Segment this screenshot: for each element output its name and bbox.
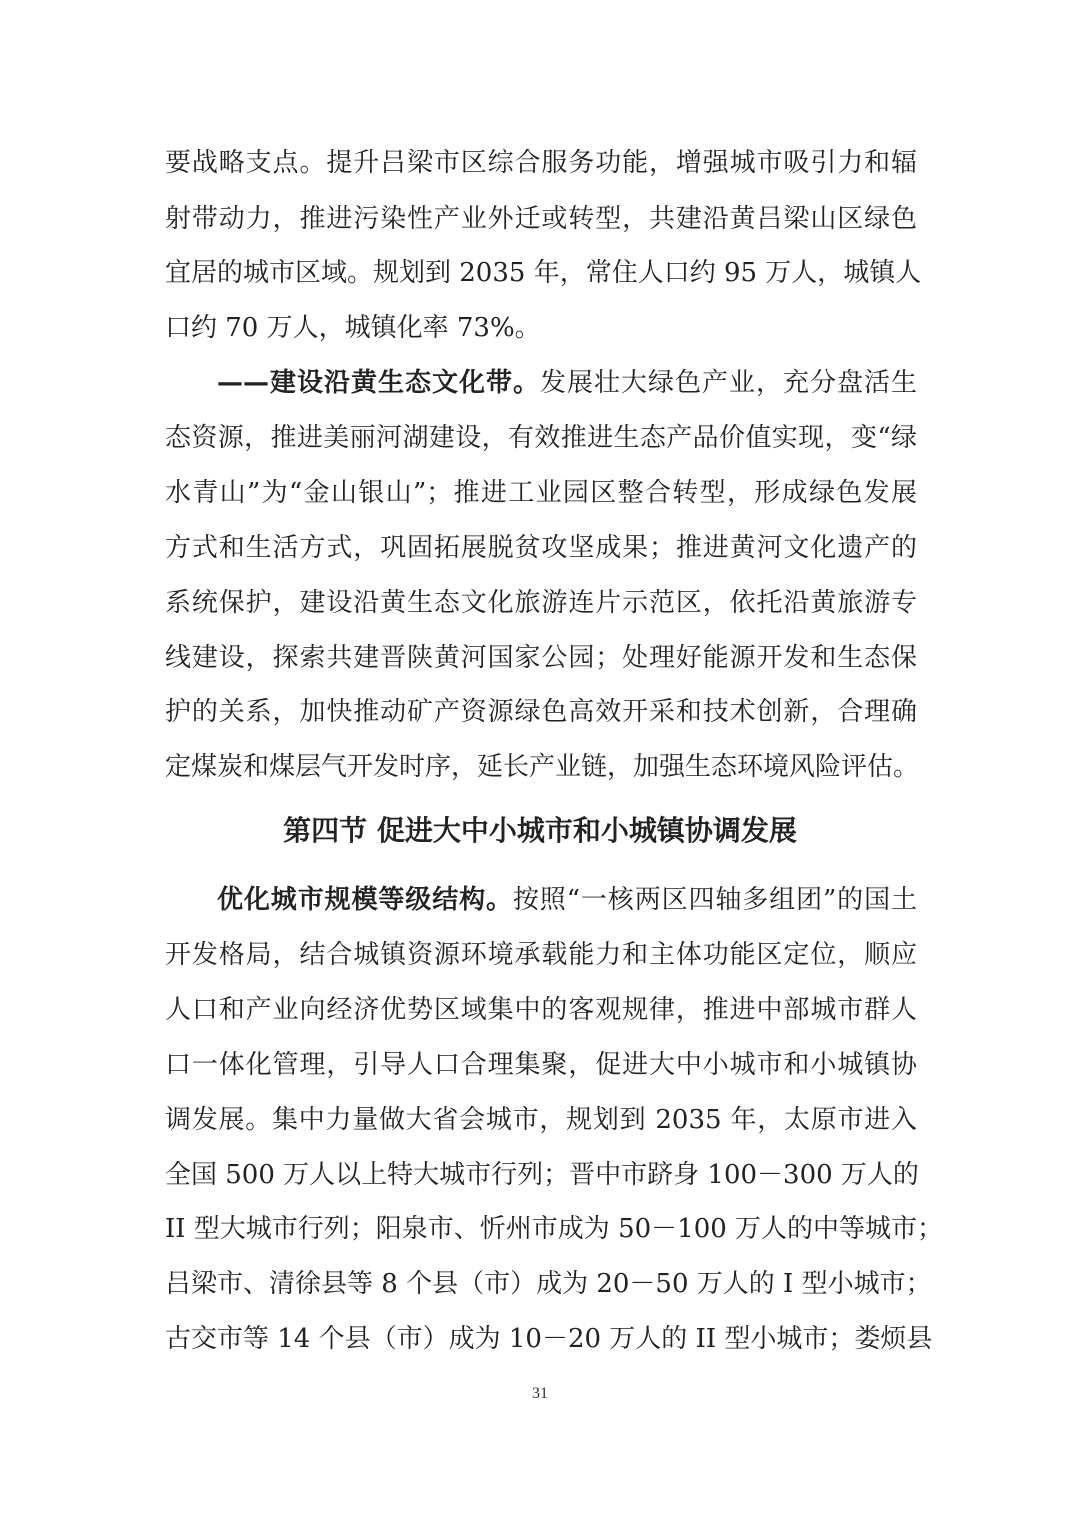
paragraph3-line-7: II 型大城市行列；阳泉市、忻州市成为 50－100 万人的中等城市； [165,1214,944,1244]
paragraph2-line-7: 护的关系，加快推动矿产资源绿色高效开采和技术创新，合理确 [165,697,917,727]
paragraph3-line-2: 开发格局，结合城镇资源环境承载能力和主体功能区定位，顺应 [165,940,917,970]
paragraph2-line-3: 水青山”为“金山银山”；推进工业园区整合转型，形成绿色发展 [165,478,917,508]
paragraph3-line-6: 全国 500 万人以上特大城市行列；晋中市跻身 100－300 万人的 [165,1160,919,1190]
paragraph2-line-5: 系统保护，建设沿黄生态文化旅游连片示范区，依托沿黄旅游专 [165,588,917,618]
paragraph2-line-1 [217,363,917,403]
section-heading: 第四节 促进大中小城市和小城镇协调发展 [283,814,797,847]
paragraph3-first-line-text: 按照“一核两区四轴多组团”的国土 [512,885,917,915]
paragraph2-lead-heading: ——建设沿黄生态文化带。 [217,368,540,398]
paragraph3-line-4: 口一体化管理，引导人口合理集聚，促进大中小城市和小城镇协 [165,1050,917,1080]
paragraph3-line-5: 调发展。集中力量做大省会城市，规划到 2035 年，太原市进入 [165,1105,917,1135]
paragraph2-line-2: 态资源，推进美丽河湖建设，有效推进生态产品价值实现，变“绿 [165,423,917,453]
paragraph1-line-1: 要战略支点。提升吕梁市区综合服务功能，增强城市吸引力和辐 [165,148,917,178]
paragraph3-line-3: 人口和产业向经济优势区域集中的客观规律，推进中部城市群人 [165,995,917,1025]
paragraph2-line-8: 定煤炭和煤层气开发时序，延长产业链，加强生态环境风险评估。 [165,752,920,782]
paragraph1-line-2: 射带动力，推进污染性产业外迁或转型，共建沿黄吕梁山区绿色 [165,204,917,234]
page-number: 31 [532,1385,548,1402]
paragraph3-lead-heading: 优化城市规模等级结构。 [217,885,513,915]
paragraph3-line-1 [217,880,917,920]
paragraph2-first-line-text: 发展壮大绿色产业，充分盘活生 [540,368,917,398]
paragraph3-line-9: 古交市等 14 个县（市）成为 10－20 万人的 II 型小城市；娄烦县 [165,1324,933,1354]
paragraph1-line-4: 口约 70 万人，城镇化率 73%。 [165,313,541,343]
paragraph1-line-3: 宜居的城市区域。规划到 2035 年，常住人口约 95 万人，城镇人 [165,258,922,288]
paragraph2-line-6: 线建设，探索共建晋陕黄河国家公园；处理好能源开发和生态保 [165,643,917,673]
paragraph2-line-4: 方式和生活方式，巩固拓展脱贫攻坚成果；推进黄河文化遗产的 [165,533,917,563]
paragraph3-line-8: 吕梁市、清徐县等 8 个县（市）成为 20－50 万人的 I 型小城市； [165,1269,932,1299]
